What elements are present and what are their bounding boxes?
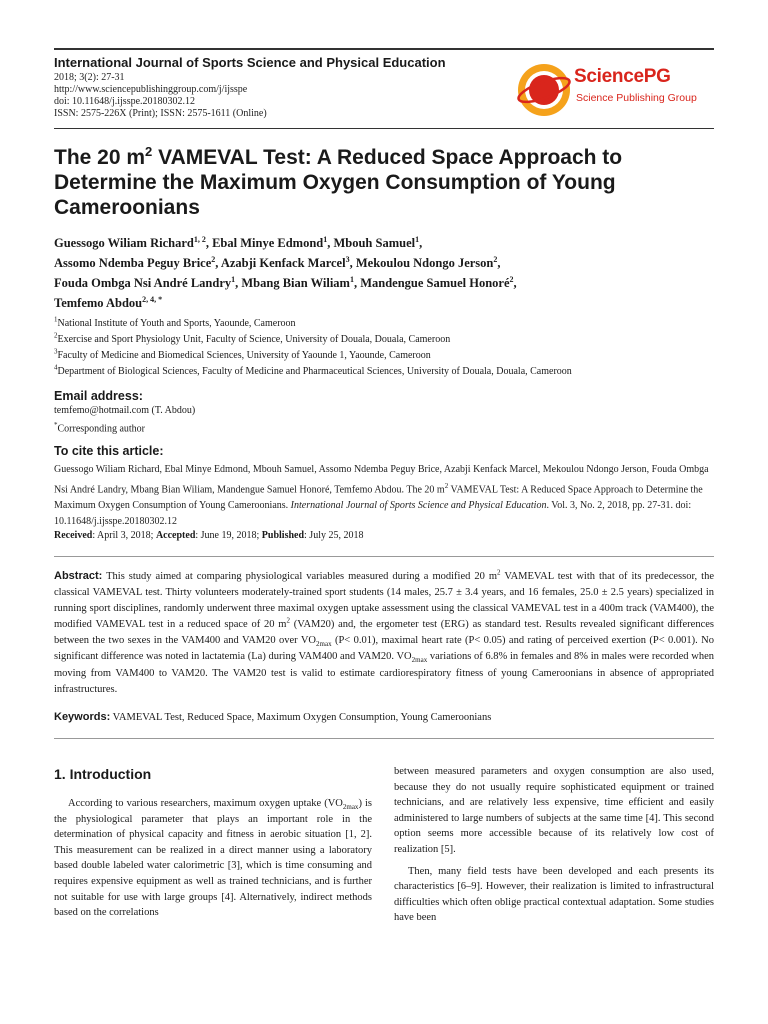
logo-name: SciencePG	[574, 66, 671, 87]
email-label: Email address:	[54, 389, 143, 403]
affiliation: $^2$Exercise and Sport Physiology Unit, Faculty of Science, University of Douala, Douala, Cameroon	[54, 331, 451, 345]
publication-dates: Received: April 3, 2018; Accepted: June 19, 2018; Published: July 25, 2018	[54, 530, 364, 541]
body-column-right	[394, 764, 714, 932]
header-top-rule	[54, 48, 714, 50]
sciencepg-logo	[516, 60, 716, 120]
journal-header	[54, 48, 714, 130]
sciencepg-logo-icon	[516, 62, 572, 118]
issue-info: 2018; 3(2): 27-31	[54, 72, 125, 83]
author: Mandengue Samuel Honoré$^2$,	[360, 274, 517, 290]
paragraph: Then, many field tests have been developed and each presents its characteristics [6–9]. However, their realization is limited to infrastructural difficulties which often oblige practical contextual adaptation. Some studies have been	[394, 865, 714, 924]
paragraph: between measured parameters and oxygen consumption are also used, because they do not usually require sophisticated equipment or trained technicians, and are relatively less expensive, time efficient and easily administered to large numbers of subjects at the same time [4]. This second option seems more accessible because of its relatively low cost of realization [5].	[394, 766, 714, 855]
journal-title: International Journal of Sports Science and Physical Education	[54, 55, 446, 70]
title-text: The 20 m	[54, 146, 146, 169]
title-text-rest: VAMEVAL Test: A Reduced Space Approach to Determine the Maximum Oxygen Consumption of Young Cameroonians	[54, 146, 623, 219]
cite-label: To cite this article:	[54, 444, 164, 458]
email-link[interactable]: temfemo@hotmail.com (T. Abdou)	[54, 405, 196, 416]
author: Fouda Ombga Nsi André Landry$^1$,	[54, 274, 242, 290]
journal-url[interactable]: http://www.sciencepublishinggroup.com/j/ijsspe	[54, 84, 248, 95]
title-superscript: 2	[145, 144, 153, 159]
header-bottom-rule	[54, 128, 714, 129]
divider	[54, 556, 714, 557]
paper-title	[54, 145, 714, 220]
issn: ISSN: 2575-226X (Print); ISSN: 2575-1611 (Online)	[54, 108, 267, 119]
corresponding-author-note: *Corresponding author	[54, 421, 145, 435]
affiliation: $^1$National Institute of Youth and Sports, Yaounde, Cameroon	[54, 315, 296, 329]
doi: doi: 10.11648/j.ijsspe.20180302.12	[54, 96, 196, 107]
divider	[54, 738, 714, 739]
author: Azabji Kenfack Marcel$^3$,	[220, 254, 356, 270]
affiliation: $^4$Department of Biological Sciences, Faculty of Medicine and Pharmaceutical Sciences, University of Douala, Douala, Cameroon	[54, 363, 572, 377]
author: Guessogo Wiliam Richard$^{1, 2}$,	[54, 234, 213, 250]
paragraph: According to various researchers, maximum oxygen uptake $(VO_{2max})$ is the physiological parameter that plays an important role in the determination of physical capacity and fitness in aerobic situation [1, 2]. This measurement can be realized in a direct manner using a laboratory based double labeled water calorimetric [3], which is time consuming and requires expensive equipment as well as trained technicians, and is further not suitable for use with large groups [4]. Alternatively, indirect methods based on the correlations	[54, 798, 373, 919]
author: Mekoulou Ndongo Jerson$^2$,	[355, 254, 501, 270]
author: Ebal Minye Edmond$^1$,	[212, 234, 334, 250]
abstract: Abstract: This study aimed at comparing physiological variables measured during a modified 20 $m^2$ VAMEVAL test with that of its predecessor, the classical VAMEVAL test. Thirty volunteers moderately-trained sport students (14 males, 25.7 ± 3.4 years, and 16 females, 25.0 ± 2.5 years) specialized in running sport disciplines, randomly underwent three maximal oxygen uptake assessment using the classical VAMEVAL test in a 400m track (VAM400), the modified VAMEVAL test in a reduced space of 20 $m^2$ (VAM20) and, the ergometer test (ERG) as standard test. Results revealed significant differences between the two sexes in the VAM400 and VAM20 over $VO_{2max}$ (P< 0.01), maximal heart rate (P< 0.05) and rating of perceived exertion (P< 0.001). No significant difference was noted in lactatemia (La) during VAM400 and VAM20. $VO_{2max}$ variations of 6.8% in females and 8% in males were recorded when moving from VAM400 to VAM20. The VAM20 test is valid to estimate cardiorespiratory fitness of young Cameroonians in absence of appropriated infrastructures.	[54, 568, 714, 695]
keywords: Keywords: VAMEVAL Test, Reduced Space, Maximum Oxygen Consumption, Young Cameroonians	[54, 711, 492, 723]
author-list	[54, 233, 714, 313]
author: Mbouh Samuel$^1$,	[333, 234, 423, 250]
citation-text: Guessogo Wiliam Richard, Ebal Minye Edmond, Mbouh Samuel, Assomo Ndemba Peguy Brice, Azabji Kenfack Marcel, Mekoulou Ndongo Jerson, Fouda Ombga Nsi André Landry, Mbang Bian Wiliam, Mandengue Samuel Honoré, Temfemo Abdou. The 20 $m^2$ VAMEVAL Test: A Reduced Space Approach to Determine the Maximum Oxygen Consumption of Young Cameroonians. International Journal of Sports Science and Physical Education. Vol. 3, No. 2, 2018, pp. 27-31. doi: 10.11648/j.ijsspe.20180302.12	[54, 464, 709, 528]
affiliation: $^3$Faculty of Medicine and Biomedical Sciences, University of Yaounde 1, Yaounde, Cameroon	[54, 347, 431, 361]
body-column-left	[54, 796, 372, 927]
section-heading: 1. Introduction	[54, 766, 152, 782]
logo-subtitle: Science Publishing Group	[576, 92, 697, 104]
author: Mbang Bian Wiliam$^1$,	[241, 274, 361, 290]
author: Assomo Ndemba Peguy Brice$^2$,	[54, 254, 221, 270]
author: Temfemo Abdou$^{2, 4, *}$	[54, 294, 163, 310]
